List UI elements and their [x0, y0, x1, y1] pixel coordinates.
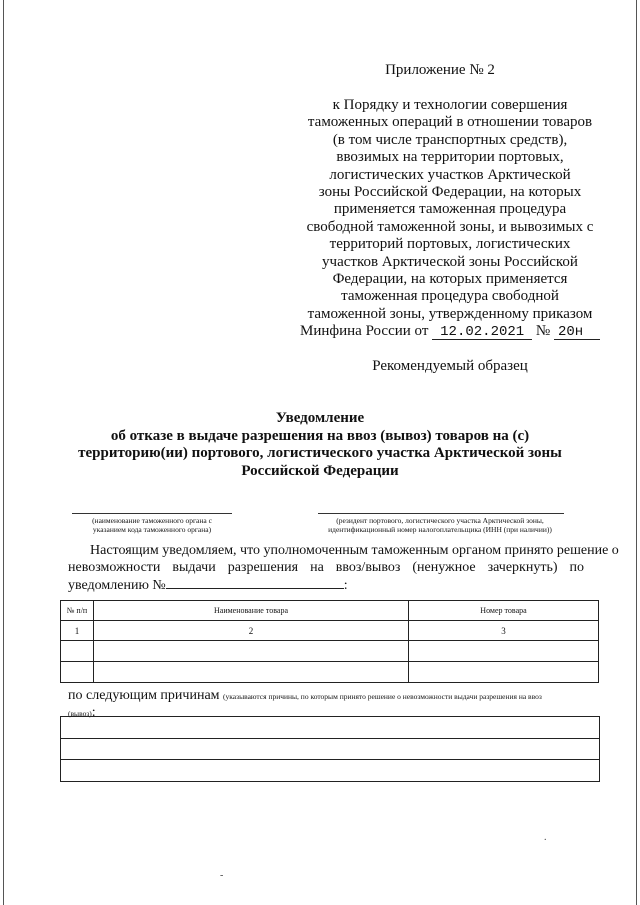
caption-line: (резидент портового, логистического участка Арктической зоны,: [336, 516, 544, 525]
reasons-note-end: (вывоз): [68, 709, 92, 718]
paragraph-word: (ненужное: [412, 559, 476, 575]
table-cell: [94, 662, 409, 683]
header-cell-goods-name: Наименование товара: [94, 601, 409, 621]
goods-table-index-row: [61, 621, 599, 641]
resident-blank: [318, 513, 564, 514]
table-cell: [61, 662, 94, 683]
paragraph-line: Настоящим уведомляем, что уполномоченным таможенным органом принято решение о: [90, 543, 619, 558]
order-reference: [300, 323, 600, 340]
scan-speck: -: [220, 870, 224, 881]
basis-line: свободной таможенной зоны, и вывозимых с: [306, 218, 594, 235]
reasons-text: по следующим причинам: [68, 688, 220, 703]
appendix-title: Приложение № 2: [385, 62, 495, 78]
notice-subtitle-line: территорию(ии) портового, логистического участка Арктической зоны: [78, 445, 562, 461]
scan-speck: .: [544, 832, 547, 843]
basis-line: таможенной зоны, утвержденному приказом: [307, 305, 593, 322]
header-cell-number: № п/п: [61, 601, 94, 621]
notice-subtitle-line: Российской Федерации: [241, 462, 399, 479]
basis-line: участков Арктической зоны Российской: [322, 253, 578, 270]
caption-line: указанием кода таможенного органа): [92, 525, 212, 534]
table-row: [61, 641, 599, 662]
paragraph-word: выдачи: [172, 559, 216, 575]
table-cell: [409, 641, 599, 662]
table-cell: [409, 662, 599, 683]
resident-caption: [300, 516, 580, 534]
paragraph-word: разрешения: [227, 559, 299, 575]
basis-line: таможенных операций в отношении товаров: [307, 114, 593, 131]
page-border-right: [636, 0, 637, 905]
notice-title: Уведомление: [275, 410, 365, 426]
goods-table-header-row: [61, 601, 599, 621]
paragraph-word: на: [310, 559, 324, 575]
reasons-colon: :: [91, 705, 96, 720]
table-cell: 1: [61, 621, 94, 641]
notification-number-suffix: :: [343, 578, 348, 594]
reasons-box-line: [61, 738, 599, 739]
goods-table: [60, 600, 599, 683]
basis-line: применяется таможенная процедура: [333, 201, 567, 218]
basis-line: таможенная процедура свободной: [341, 288, 559, 305]
basis-line: ввозимых на территории портовых,: [336, 149, 564, 166]
table-cell: [61, 641, 94, 662]
notification-number-blank: [166, 576, 344, 589]
basis-line: (в том числе транспортных средств),: [332, 131, 568, 148]
order-number-field: 20н: [554, 325, 600, 340]
notice-heading: [40, 410, 600, 480]
customs-authority-blank: [72, 513, 232, 514]
paragraph-word: по: [569, 559, 584, 575]
notice-subtitle-line: об отказе в выдаче разрешения на ввоз (вывоз) товаров на (с): [110, 427, 530, 444]
page-border-left: [3, 0, 4, 905]
notice-paragraph: [68, 543, 619, 595]
caption-line: идентификационный номер налогоплательщика (ИНН (при наличии)): [328, 525, 552, 534]
reasons-note: (указываются причины, по которым принято решение о невозможности выдачи разрешения на ввоз: [223, 692, 542, 701]
order-prefix: Минфина России от: [300, 323, 429, 340]
basis-line: зоны Российской Федерации, на которых: [318, 184, 582, 201]
table-row: [61, 662, 599, 683]
reasons-line: [68, 688, 598, 705]
basis-line: логистических участков Арктической: [329, 166, 571, 183]
basis-line: территорий портовых, логистических: [329, 236, 571, 253]
notification-number-prefix: уведомлению №: [68, 578, 166, 594]
table-cell: 3: [409, 621, 599, 641]
reasons-box: [60, 716, 600, 782]
recommended-sample-label: Рекомендуемый образец: [372, 358, 528, 374]
basis-line: к Порядку и технологии совершения: [332, 97, 568, 113]
appendix-basis: [300, 97, 600, 341]
paragraph-word: невозможности: [68, 559, 161, 575]
table-cell: 2: [94, 621, 409, 641]
paragraph-justified-line: [68, 560, 584, 577]
paragraph-word: ввоз/вывоз: [335, 559, 401, 575]
reasons-box-line: [61, 759, 599, 760]
caption-line: (наименование таможенного органа с: [92, 516, 212, 525]
notification-number-line: [68, 576, 584, 595]
table-cell: [94, 641, 409, 662]
order-date-field: 12.02.2021: [432, 325, 532, 340]
basis-line: Федерации, на которых применяется: [332, 271, 568, 288]
header-cell-goods-number: Номер товара: [409, 601, 599, 621]
paragraph-word: зачеркнуть): [487, 559, 558, 575]
customs-authority-caption: [72, 516, 232, 534]
order-number-prefix: №: [535, 323, 551, 340]
